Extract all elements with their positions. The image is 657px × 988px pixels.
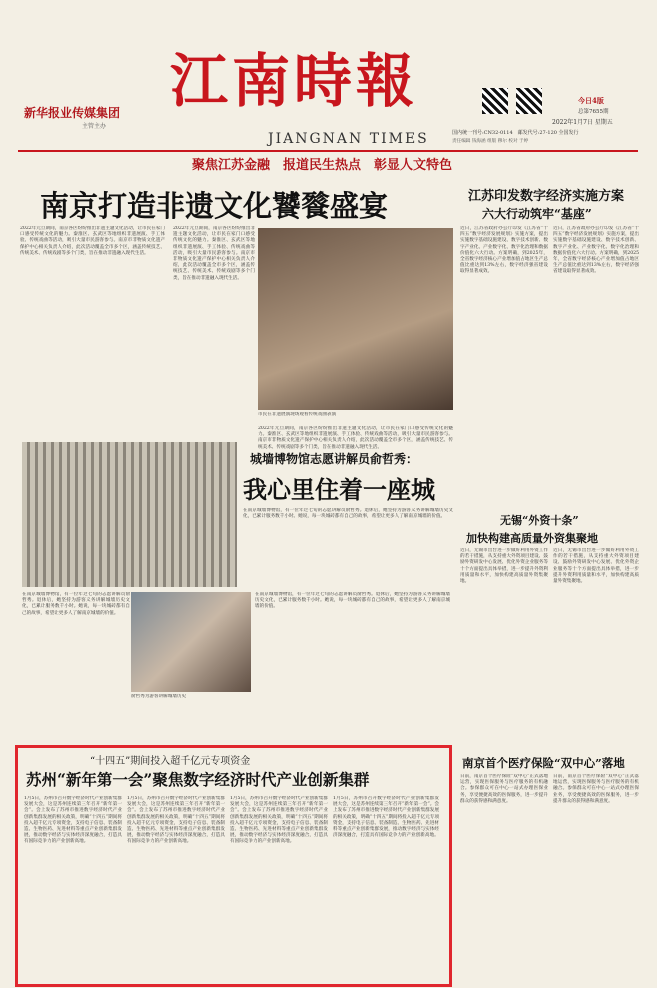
article-3-photo-top [22,442,237,587]
group-logo-text: 新华报业传媒集团 [24,106,121,120]
newspaper-title-en: JIANGNAN TIMES [268,131,429,147]
article-5-title: 苏州“新年第一会”聚焦数字经济时代产业创新集群 [26,770,370,789]
article-3-photo-bottom [131,592,251,692]
article-1-caption: 市民在非遗展演现场观看传统戏曲表演 [258,412,337,417]
article-4-title: 无锡“外资十条” [500,514,579,527]
issue-number: 总第7655期 [578,109,609,115]
editors-line: 责任编辑 钱海涵 组版 穆尔 校对 于婷 [452,139,529,144]
article-1-body-col3: 2022年元旦期间，南京各区纷纷推出非遗主题文化活动，让市民在家门口感受传统文化的魅力。秦淮区、玄武区等地组织非遗展演、手工体验、传统戏曲等活动，吸引大量市民游客参与。南京市非物质文化遗产保护中心相关负责人介绍，此次活动覆盖全市多个区，涵盖传统技艺、传统美术、传统戏剧等多个门类，旨在推动非遗融入现代生活。 [258,426,453,450]
article-3-body-col3: 在南京城墙博物馆，有一位年过七旬的志愿讲解员俞哲秀。退休后，她坚持为游客义务讲解城墙历史文化，已累计服务数千小时。她说，每一块城砖都有自己的故事，希望让更多人了解南京城墙的价值。 [255,592,450,610]
article-3-subtitle: 我心里住着一座城 [243,475,435,504]
article-3-body-col2: 在南京城墙博物馆，有一位年过七旬的志愿讲解员俞哲秀。退休后，她坚持为游客义务讲解城墙历史文化，已累计服务数千小时。她说，每一块城砖都有自己的故事，希望让更多人了解南京城墙的价值。 [22,592,130,616]
article-3-caption: 俞哲秀为游客讲解城墙历史 [131,694,187,699]
article-3-body: 在南京城墙博物馆，有一位年过七旬的志愿讲解员俞哲秀。退休后，她坚持为游客义务讲解城墙历史文化，已累计服务数千小时。她说，每一块城砖都有自己的故事，希望让更多人了解南京城墙的价值。 [243,508,453,520]
article-5-body-col4: 1月5日，苏州市召开数字经济时代产业创新集群发展大会，这是苏州连续第三年召开“新年第一会”。会上发布了苏州市推进数字经济时代产业创新集群发展的相关政策，明确“十四五”期间将投入超千亿元专项资金，支持电子信息、装备制造、生物医药、先进材料等重点产业创新集群发展，推动数字经济与实体经济深度融合，打造具有国际竞争力的产业创新高地。 [333,796,439,839]
article-6-body: 日前，南京首个医疗保险“双中心”正式落地运营，实现医保服务与医疗服务的有机融合。参保群众可在中心一站式办理医保业务，享受便捷高效的医保服务，进一步提升群众的获得感和满意度。 [460,774,548,804]
article-2-subtitle: 六大行动筑牢“基座” [482,207,592,221]
publication-code: 国内统一刊号:CN32-0114 邮发代号:27-120 全国发行 [452,130,579,136]
group-logo-sub: 主管主办 [82,123,107,130]
qr-code-1 [482,88,508,114]
article-4-body-col2: 近日，无锡市出台进一步做好利用外资工作的若干措施，从支持重大外资项目建设、鼓励外资研发中心发展、优化外资企业服务等十个方面提出具体举措，进一步提升外资利用质量和水平，加快构建高质量外资集聚地。 [553,548,639,585]
article-2-body-col2: 近日，江苏省政府办公厅印发《江苏省“十四五”数字经济发展规划》实施方案，提出实施数字基础设施建设、数字技术创新、数字产业化、产业数字化、数字化治理和数据价值化六大行动。方案明确，到2025年，全省数字经济核心产业增加值占地区生产总值比重达到13%左右，数字经济强省建设取得显著成效。 [553,226,639,275]
article-5-kicker: “十四五”期间投入超千亿元专项资金 [90,756,251,767]
group-logo [24,102,120,130]
article-1-photo [258,228,453,410]
article-6-title: 南京首个医疗保险“双中心”落地 [462,756,625,770]
article-5-body-col3: 1月5日，苏州市召开数字经济时代产业创新集群发展大会，这是苏州连续第三年召开“新年第一会”。会上发布了苏州市推进数字经济时代产业创新集群发展的相关政策，明确“十四五”期间将投入超千亿元专项资金，支持电子信息、装备制造、生物医药、先进材料等重点产业创新集群发展，推动数字经济与实体经济深度融合，打造具有国际竞争力的产业创新高地。 [230,796,328,845]
article-4-body: 近日，无锡市出台进一步做好利用外资工作的若干措施，从支持重大外资项目建设、鼓励外资研发中心发展、优化外资企业服务等十个方面提出具体举措，进一步提升外资利用质量和水平，加快构建高质量外资集聚地。 [460,548,548,585]
article-6-body-col2: 日前，南京首个医疗保险“双中心”正式落地运营，实现医保服务与医疗服务的有机融合。参保群众可在中心一站式办理医保业务，享受便捷高效的医保服务，进一步提升群众的获得感和满意度。 [553,774,639,804]
issue-date: 2022年1月7日 星期五 [552,119,613,126]
article-1-body-col2: 2022年元旦期间，南京各区纷纷推出非遗主题文化活动，让市民在家门口感受传统文化的魅力。秦淮区、玄武区等地组织非遗展演、手工体验、传统戏曲等活动，吸引大量市民游客参与。南京市非物质文化遗产保护中心相关负责人介绍，此次活动覆盖全市多个区，涵盖传统技艺、传统美术、传统戏剧等多个门类，旨在推动非遗融入现代生活。 [173,226,255,281]
slogan: 聚焦江苏金融 报道民生热点 彰显人文特色 [192,158,453,173]
article-4-subtitle: 加快构建高质量外资集聚地 [466,532,598,545]
newspaper-title: 江南時報 [170,47,419,115]
article-2-title: 江苏印发数字经济实施方案 [468,189,625,204]
qr-code-2 [516,88,542,114]
article-1-body: 2022年元旦期间，南京各区纷纷推出非遗主题文化活动，让市民在家门口感受传统文化的魅力。秦淮区、玄武区等地组织非遗展演、手工体验、传统戏曲等活动，吸引大量市民游客参与。南京市非物质文化遗产保护中心相关负责人介绍，此次活动覆盖全市多个区，涵盖传统技艺、传统美术、传统戏剧等多个门类，旨在推动非遗融入现代生活。 [20,226,165,256]
page-count: 今日4版 [578,96,604,105]
article-1-title: 南京打造非遗文化饕餮盛宴 [40,189,389,223]
article-5-body: 1月5日，苏州市召开数字经济时代产业创新集群发展大会，这是苏州连续第三年召开“新年第一会”。会上发布了苏州市推进数字经济时代产业创新集群发展的相关政策，明确“十四五”期间将投入超千亿元专项资金，支持电子信息、装备制造、生物医药、先进材料等重点产业创新集群发展，推动数字经济与实体经济深度融合，打造具有国际竞争力的产业创新高地。 [24,796,122,845]
article-3-title: 城墙博物馆志愿讲解员俞哲秀： [250,452,419,466]
article-5-body-col2: 1月5日，苏州市召开数字经济时代产业创新集群发展大会，这是苏州连续第三年召开“新年第一会”。会上发布了苏州市推进数字经济时代产业创新集群发展的相关政策，明确“十四五”期间将投入超千亿元专项资金，支持电子信息、装备制造、生物医药、先进材料等重点产业创新集群发展，推动数字经济与实体经济深度融合，打造具有国际竞争力的产业创新高地。 [127,796,225,845]
header-divider [18,150,638,152]
article-2-body: 近日，江苏省政府办公厅印发《江苏省“十四五”数字经济发展规划》实施方案，提出实施数字基础设施建设、数字技术创新、数字产业化、产业数字化、数字化治理和数据价值化六大行动。方案明确，到2025年，全省数字经济核心产业增加值占地区生产总值比重达到13%左右，数字经济强省建设取得显著成效。 [460,226,548,275]
